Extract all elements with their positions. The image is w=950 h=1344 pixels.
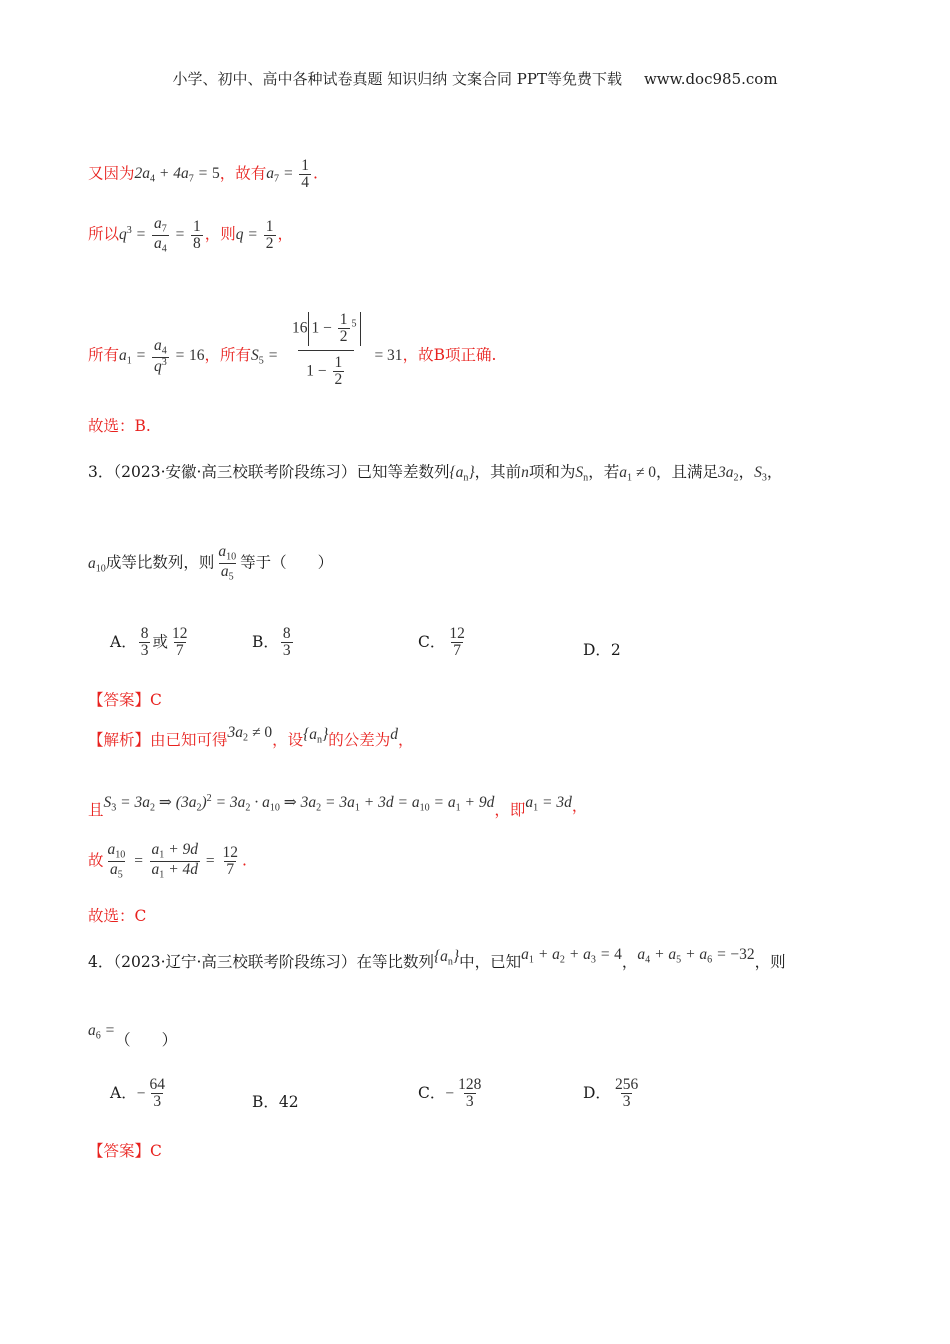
q3-option-b[interactable]: B． $\frac{8}{3}$ [252, 625, 291, 660]
q3-analysis-line-1: 【解析】由已知可得$3a_2 \ne 0$，设$\{a_n\}$的公差为d， [88, 724, 414, 749]
equation: $q^3$ = $\frac{a_7}{a_4}$ = $\frac{1}{8}$ [119, 215, 201, 255]
equation: $2a_4 + 4a_7 = 5$ [134, 165, 220, 185]
q3-analysis-line-2: 且$S_3 = 3a_2$ ⇒ $(3a_2)^2 = 3a_2 \cdot a_{10}$ ⇒ $3a_2 = 3a_1 + 3d = a_{10} = a_1 + 9d$，即$a_1 = 3d$， [88, 792, 588, 819]
q3-source: （2023·安徽·高三校联考阶段练习） [113, 463, 357, 481]
equation: $a_7$ = $\frac{1}{4}$ [266, 157, 310, 192]
sol-line-2: 所以$q^3$ = $\frac{a_7}{a_4}$ = $\frac{1}{8}$ ，则q = $\frac{1}{2}$ ， [88, 215, 294, 255]
q3-answer: 【答案】C [88, 691, 162, 709]
equation: q = $\frac{1}{2}$ [235, 217, 274, 253]
q3-choose: 故选：C [88, 907, 147, 925]
q4-option-c[interactable]: C．− $\frac{128}{3}$ [418, 1076, 482, 1111]
equation: $S_5$ = [251, 347, 283, 367]
header-text: 小学、初中、高中各种试卷真题 知识归纳 文案合同 PPT等免费下载 [172, 70, 622, 88]
q4-source: （2023·辽宁·高三校联考阶段练习） [113, 953, 357, 971]
q4-answer: 【答案】C [88, 1142, 162, 1160]
q4-stem-line-2: $a_6$ =（ ） [88, 1022, 178, 1049]
page-header [0, 68, 950, 89]
q3-stem-line-1: 3．（2023·安徽·高三校联考阶段练习）已知等差数列$\{a_n\}$，其前n项和为$S_n$，若$a_1 \ne 0$，且满足$3a_2$，$S_3$， [88, 463, 783, 484]
q3-stem-line-2: $a_{10}$成等比数列，则 $\frac{a_{10}}{a_5}$ 等于（ ） [88, 543, 334, 583]
q3-option-c[interactable]: C． $\frac{12}{7}$ [418, 625, 465, 660]
sum-fraction: 16 1 − $\frac{1}{2}$ $^5$ 1 − $\frac{1}{2}$ [284, 312, 369, 388]
q3-option-d[interactable]: D．2 [583, 641, 621, 659]
header-url: www.doc985.com [643, 70, 778, 88]
sol-choose: 故选：B. [88, 417, 151, 435]
q3-option-a[interactable]: A． $\frac{8}{3}$ 或 $\frac{12}{7}$ [110, 625, 188, 660]
q3-analysis-line-3: 故 $\frac{a_{10}}{a_5}$ = $\frac{a_1 + 9d}{a_1 + 4d}$ = $\frac{12}{7}$ . [88, 841, 247, 881]
q4-option-b[interactable]: B．42 [252, 1093, 299, 1111]
sol-line-1: 又因为$2a_4 + 4a_7 = 5$，故有$a_7$ = $\frac{1}{4}$ . [88, 157, 318, 192]
q4-option-a[interactable]: A．− $\frac{64}{3}$ [110, 1076, 165, 1111]
equation: $a_1$ = $\frac{a_4}{q^3}$ = 16 [119, 336, 205, 375]
q4-stem-line-1: 4．（2023·辽宁·高三校联考阶段练习）在等比数列$\{a_n\}$中，已知$a_1 + a_2 + a_3 = 4$，$a_4 + a_5 + a_6 = -32$，则 [88, 946, 786, 971]
sol-line-3: 所有$a_1$ = $\frac{a_4}{q^3}$ = 16，所有$S_5$ = 16 1 − $\frac{1}{2}$ $^5$ 1 − $\frac{1}{2}$ = 31，故B项正确. [88, 311, 497, 388]
q4-option-d[interactable]: D． $\frac{256}{3}$ [583, 1076, 639, 1111]
